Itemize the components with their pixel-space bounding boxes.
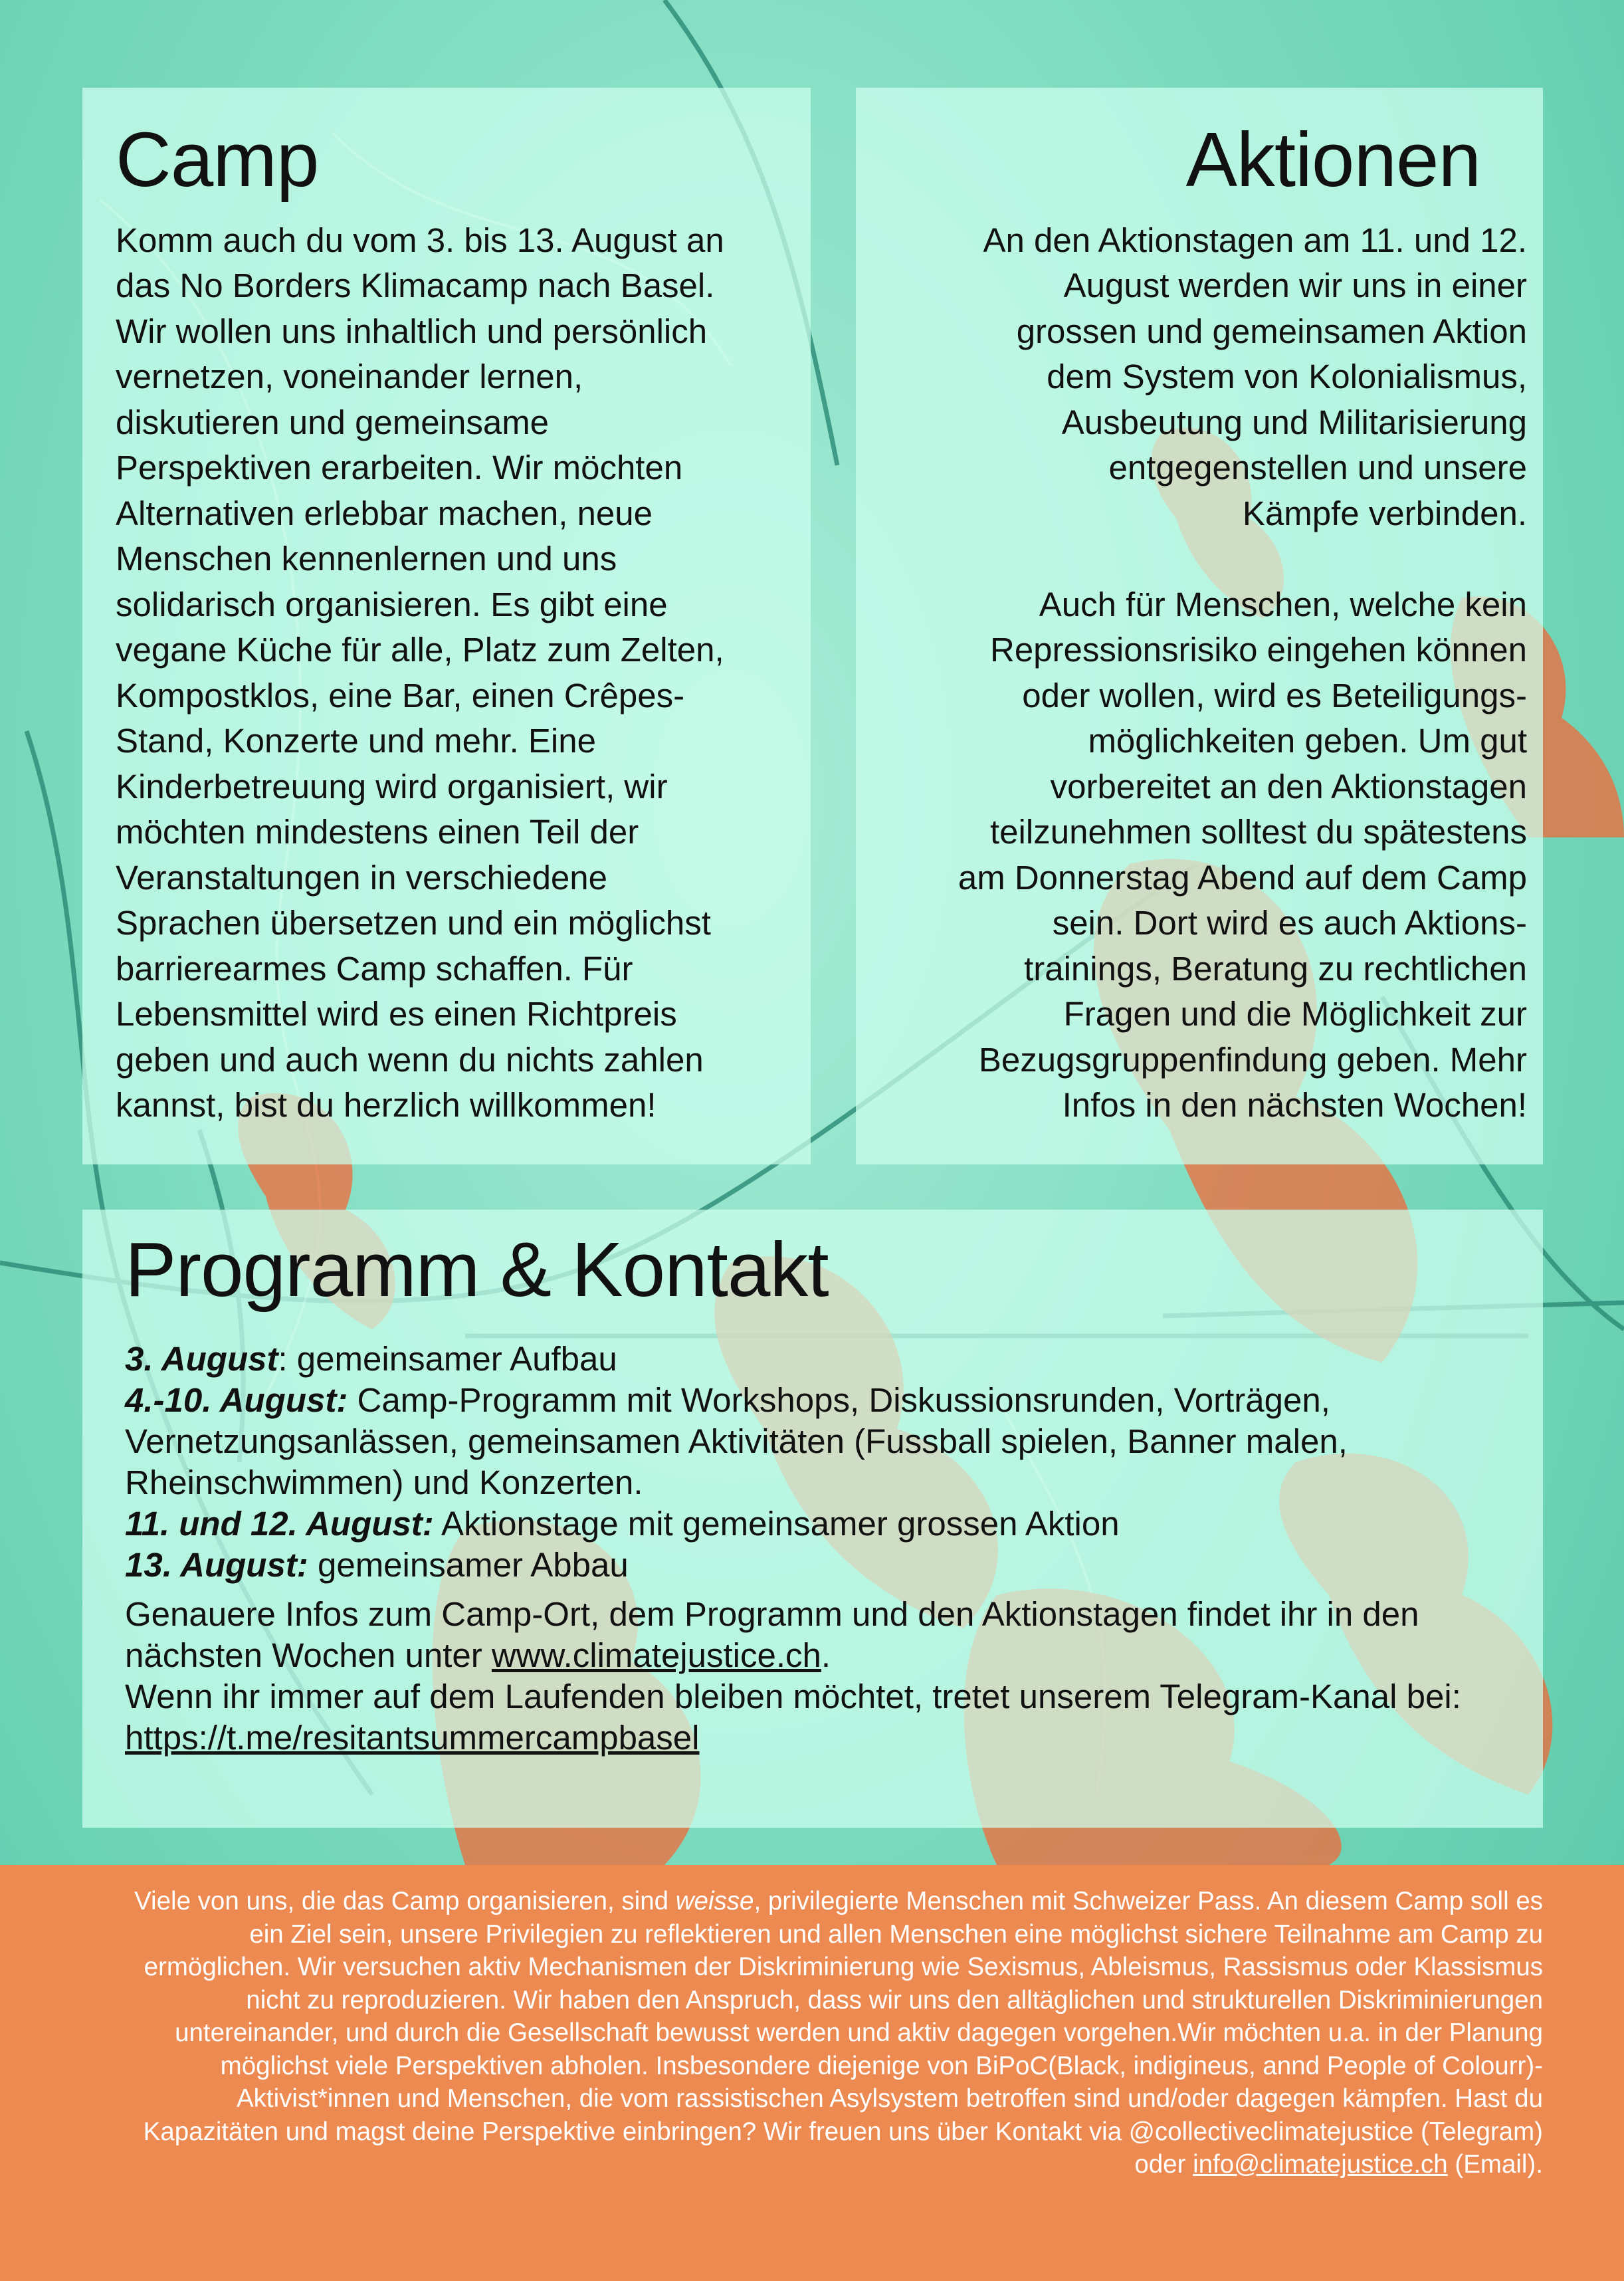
programm-info-telegram — [125, 1676, 1503, 1759]
camp-heading: Camp — [116, 116, 319, 203]
programm-heading: Programm & Kontakt — [125, 1226, 829, 1313]
website-link[interactable]: www.climatejustice.ch — [491, 1636, 821, 1674]
programm-date: 4.-10. August: — [125, 1380, 348, 1419]
programm-date: 11. und 12. August: — [125, 1504, 434, 1543]
programm-date: 3. August — [125, 1339, 278, 1378]
programm-item — [125, 1339, 1503, 1380]
programm-text: Camp-Programm mit Workshops, Diskussionsrunden, Vorträgen, Vernetzungsanlässen, gemeinsamen Aktivitäten (Fussball spielen, Banner malen, Rheinschwimmen) und Konzerten. — [125, 1380, 1348, 1501]
programm-item — [125, 1380, 1503, 1503]
programm-info-website — [125, 1594, 1503, 1676]
programm-section — [82, 1210, 1543, 1828]
telegram-link[interactable]: https://t.me/resitantsummercampbasel — [125, 1718, 700, 1757]
camp-body: Komm auch du vom 3. bis 13. August an das No Borders Klimacamp nach Basel. Wir wollen uns inhaltlich und persönlich vernetzen, voneinander lernen, diskutieren und gemeinsame Perspektiven erarbeiten. Wir möchten Alternativen erlebbar machen, neue Menschen kennenlernen und uns solidarisch organisieren. Es gibt eine vegane Küche für alle, Platz zum Zelten, Kompostklos, eine Bar, einen Crêpes- Stand, Konzerte und mehr. Eine Kinderbetreuung wird organisiert, wir möchten mindestens einen Teil der Veranstaltungen in verschiedene Sprachen übersetzen und ein möglichst barrierearmes Camp schaffen. Für Lebensmittel wird es einen Richtpreis geben und auch wenn du nichts zahlen kannst, bist du herzlich willkommen! — [116, 221, 724, 1125]
camp-section — [82, 88, 811, 1164]
programm-text: gemeinsamer Aufbau — [287, 1339, 617, 1378]
awareness-footer — [0, 1865, 1624, 2281]
programm-text: gemeinsamer Abbau — [308, 1545, 629, 1584]
aktionen-section — [856, 88, 1543, 1164]
info-text: Genauere Infos zum Camp-Ort, dem Programm und den Aktionstagen findet ihr in den nächsten Wochen unter — [125, 1594, 1419, 1674]
footer-text-part: Viele von uns, die das Camp organisieren, sind — [134, 1887, 676, 1915]
info-text: . — [821, 1636, 831, 1674]
info-text: Wenn ihr immer auf dem Laufenden bleiben möchtet, tretet unserem Telegram-Kanal bei: — [125, 1677, 1461, 1715]
footer-text-part: (Email). — [1447, 2150, 1543, 2179]
email-link[interactable]: info@climatejustice.ch — [1193, 2150, 1448, 2179]
programm-text: Aktionstage mit gemeinsamer grossen Aktion — [433, 1504, 1120, 1543]
footer-text-part: , privilegierte Menschen mit Schweizer Pass. An diesem Camp soll es ein Ziel sein, unsere Privilegien zu reflektieren und allen Menschen eine möglichst sichere Teilnahme am Camp zu ermöglichen. Wir versuchen aktiv Mechanismen der Diskriminierung wie Sexismus, Ableismus, Rassismus oder Klassismus nicht zu reproduzieren. Wir haben den Anspruch, dass wir uns den alltäglichen und strukturellen Diskriminierungen untereinander, und durch die Gesellschaft bewusst werden und aktiv dagegen vorgehen.Wir möchten u.a. in der Planung möglichst viele Perspektiven abholen. Insbesondere diejenige von BiPoC(Black, indigineus, annd People of Colourr)-Aktivist*innen und Menschen, die vom rassistischen Asylsystem betroffen sind und/oder dagegen kämpfen. Hast du Kapazitäten und magst deine Perspektive einbringen? Wir freuen uns über Kontakt via @collectiveclimatejustice (Telegram) oder — [143, 1887, 1543, 2179]
programm-item — [125, 1545, 1503, 1586]
footer-text — [106, 1885, 1543, 2181]
programm-separator: : — [278, 1339, 288, 1378]
aktionen-heading: Aktionen — [1185, 116, 1480, 203]
aktionen-body: An den Aktionstagen am 11. und 12. August werden wir uns in einer grossen und gemeinsamen Aktion dem System von Kolonialismus, Ausbeutung und Militarisierung entgegenstellen und unsere Kämpfe verbinden. Auch für Menschen, welche kein Repressionsrisiko eingehen können oder wollen, wird es Beteiligungs- möglichkeiten geben. Um gut vorbereitet an den Aktionstagen teilzunehmen solltest du spätestens am Donnerstag Abend auf dem Camp sein. Dort wird es auch Aktions- trainings, Beratung zu rechtlichen Fragen und die Möglichkeit zur Bezugsgruppenfindung geben. Mehr Infos in den nächsten Wochen! — [958, 221, 1527, 1125]
footer-emphasis: weisse — [675, 1887, 754, 1915]
programm-date: 13. August: — [125, 1545, 308, 1584]
programm-item — [125, 1503, 1503, 1545]
